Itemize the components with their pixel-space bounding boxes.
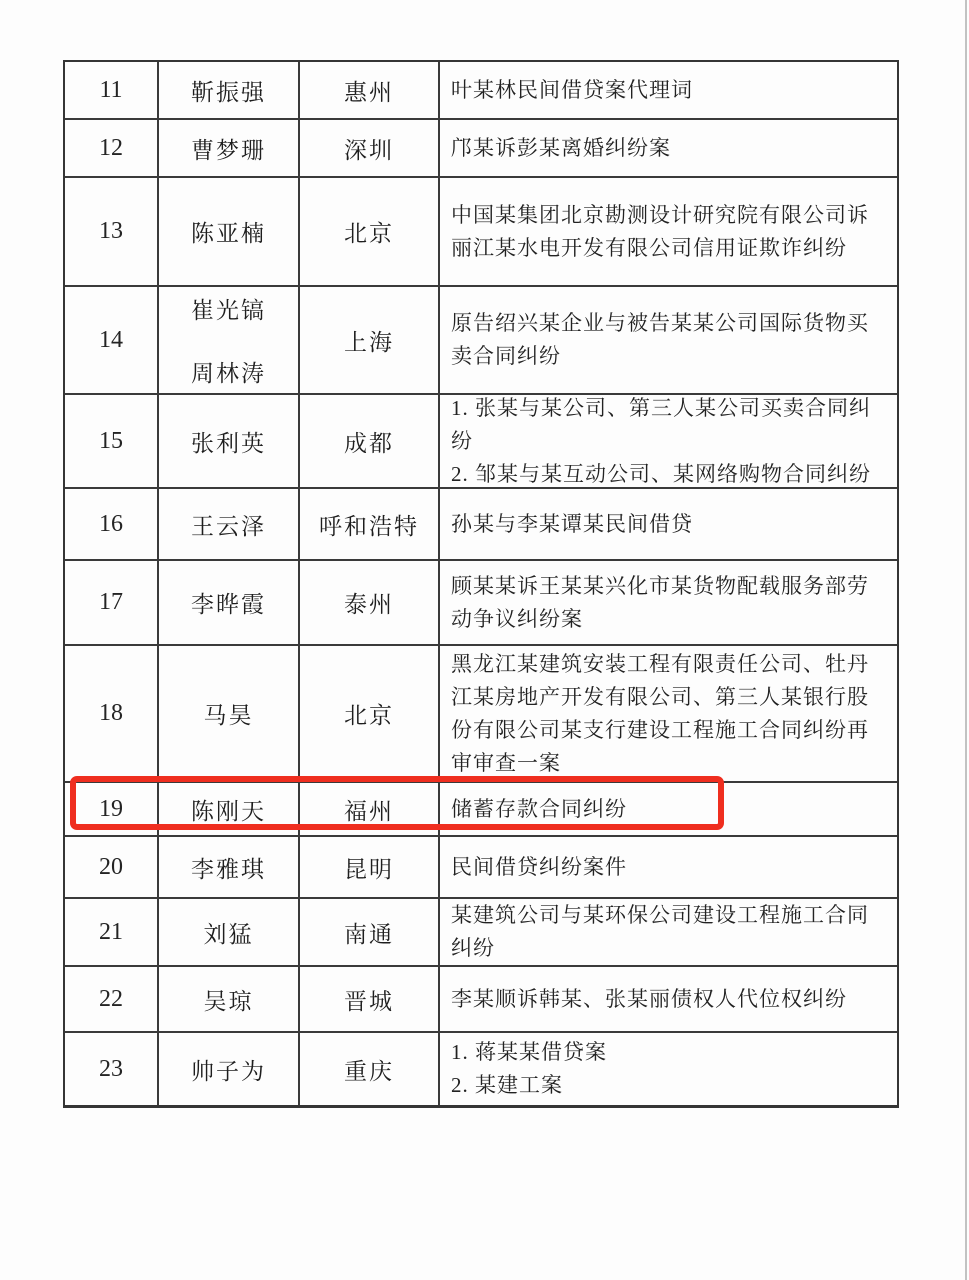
- name-cell: [159, 561, 300, 644]
- city-cell: 呼和浩特: [300, 489, 440, 559]
- city-cell: 北京: [300, 646, 440, 781]
- city-cell: 北京: [300, 178, 440, 285]
- case-line: 原告绍兴某企业与被告某某公司国际货物买卖合同纠纷: [451, 311, 869, 368]
- case-cell: [440, 287, 897, 393]
- table-row-21: [65, 899, 897, 967]
- row-number-cell: 22: [65, 967, 159, 1031]
- case-line: 1. 张某与某公司、第三人某公司买卖合同纠纷: [451, 395, 871, 453]
- case-line: 1. 蒋某某借贷案: [451, 1040, 607, 1064]
- city-cell: 南通: [300, 899, 440, 965]
- lawyer-name: 周林涛: [191, 361, 266, 386]
- city-cell: 昆明: [300, 837, 440, 897]
- table-row-15: [65, 395, 897, 489]
- case-cell: [440, 837, 897, 897]
- case-line: 某建筑公司与某环保公司建设工程施工合同纠纷: [451, 903, 869, 960]
- row-number-cell: 11: [65, 62, 159, 118]
- table-row-13: [65, 178, 897, 287]
- row-number-cell: 21: [65, 899, 159, 965]
- row-number-cell: 14: [65, 287, 159, 393]
- name-cell: [159, 395, 300, 487]
- row-number-cell: 23: [65, 1033, 159, 1105]
- lawyer-name: 王云泽: [191, 513, 266, 539]
- city-cell: 晋城: [300, 967, 440, 1031]
- lawyer-name: 陈亚楠: [191, 221, 266, 246]
- case-line: 民间借贷纠纷案件: [451, 854, 627, 879]
- city-cell: 福州: [300, 783, 440, 835]
- lawyer-name: 曹梦珊: [191, 137, 266, 163]
- city-cell: 惠州: [300, 62, 440, 118]
- case-line: 孙某与李某谭某民间借贷: [451, 511, 693, 536]
- table-row-16: [65, 489, 897, 561]
- lawyer-name: 马昊: [203, 703, 254, 728]
- case-cell: [440, 62, 897, 118]
- row-number-cell: 13: [65, 178, 159, 285]
- name-cell: [159, 287, 300, 393]
- case-line: 储蓄存款合同纠纷: [451, 796, 627, 821]
- case-cell: [440, 1033, 897, 1105]
- table-row-22: [65, 967, 897, 1033]
- city-cell: 深圳: [300, 120, 440, 176]
- case-cell: [440, 561, 897, 644]
- row-number-cell: 15: [65, 395, 159, 487]
- city-cell: 泰州: [300, 561, 440, 644]
- table-row-19: [65, 783, 897, 837]
- lawyer-name: 陈刚天: [191, 798, 266, 824]
- case-cell: [440, 899, 897, 965]
- row-number-cell: 18: [65, 646, 159, 781]
- row-number-cell: 19: [65, 783, 159, 835]
- case-line: 黑龙江某建筑安装工程有限责任公司、牡丹江某房地产开发有限公司、第三人某银行股份有限公司某支行建设工程施工合同纠纷再审审查一案: [451, 651, 869, 775]
- case-cell: [440, 967, 897, 1031]
- case-line: 中国某集团北京勘测设计研究院有限公司诉丽江某水电开发有限公司信用证欺诈纠纷: [451, 202, 869, 260]
- table-row-17: [65, 561, 897, 646]
- case-line: 2. 邹某与某互动公司、某网络购物合同纠纷: [451, 461, 871, 486]
- city-cell: 上海: [300, 287, 440, 393]
- lawyer-name: 靳振强: [191, 79, 266, 105]
- city-cell: 重庆: [300, 1033, 440, 1105]
- case-line: 叶某林民间借贷案代理词: [451, 77, 693, 102]
- table-row-11: [65, 62, 897, 120]
- lawyer-name: 李雅琪: [191, 856, 266, 882]
- table-row-12: [65, 120, 897, 178]
- case-cell: [440, 395, 897, 487]
- lawyer-name: 吴琼: [203, 988, 254, 1014]
- lawyer-name: 帅子为: [191, 1058, 266, 1084]
- case-cell: [440, 783, 897, 835]
- row-number-cell: 17: [65, 561, 159, 644]
- row-number-cell: 20: [65, 837, 159, 897]
- row-number-cell: 16: [65, 489, 159, 559]
- name-cell: [159, 967, 300, 1031]
- lawyer-name: 崔光镐: [191, 298, 266, 323]
- lawyer-name: 张利英: [191, 430, 266, 456]
- table-row-23: [65, 1033, 897, 1105]
- name-cell: [159, 783, 300, 835]
- cases-table: [63, 60, 899, 1108]
- name-cell: [159, 646, 300, 781]
- table-row-18: [65, 646, 897, 783]
- page-edge-line: [965, 0, 967, 1280]
- name-cell: [159, 120, 300, 176]
- name-cell: [159, 489, 300, 559]
- case-cell: [440, 646, 897, 781]
- case-line: 李某顺诉韩某、张某丽债权人代位权纠纷: [451, 986, 847, 1011]
- table-row-20: [65, 837, 897, 899]
- name-cell: [159, 837, 300, 897]
- case-cell: [440, 120, 897, 176]
- case-line: 顾某某诉王某某兴化市某货物配载服务部劳动争议纠纷案: [451, 573, 869, 631]
- case-cell: [440, 178, 897, 285]
- name-cell: [159, 178, 300, 285]
- lawyer-name: 刘猛: [203, 921, 254, 947]
- table-row-14: [65, 287, 897, 395]
- name-cell: [159, 62, 300, 118]
- case-line: 邝某诉彭某离婚纠纷案: [451, 135, 671, 160]
- name-cell: [159, 1033, 300, 1105]
- row-number-cell: 12: [65, 120, 159, 176]
- case-cell: [440, 489, 897, 559]
- case-line: 2. 某建工案: [451, 1073, 563, 1097]
- name-cell: [159, 899, 300, 965]
- lawyer-name: 李晔霞: [191, 592, 266, 617]
- city-cell: 成都: [300, 395, 440, 487]
